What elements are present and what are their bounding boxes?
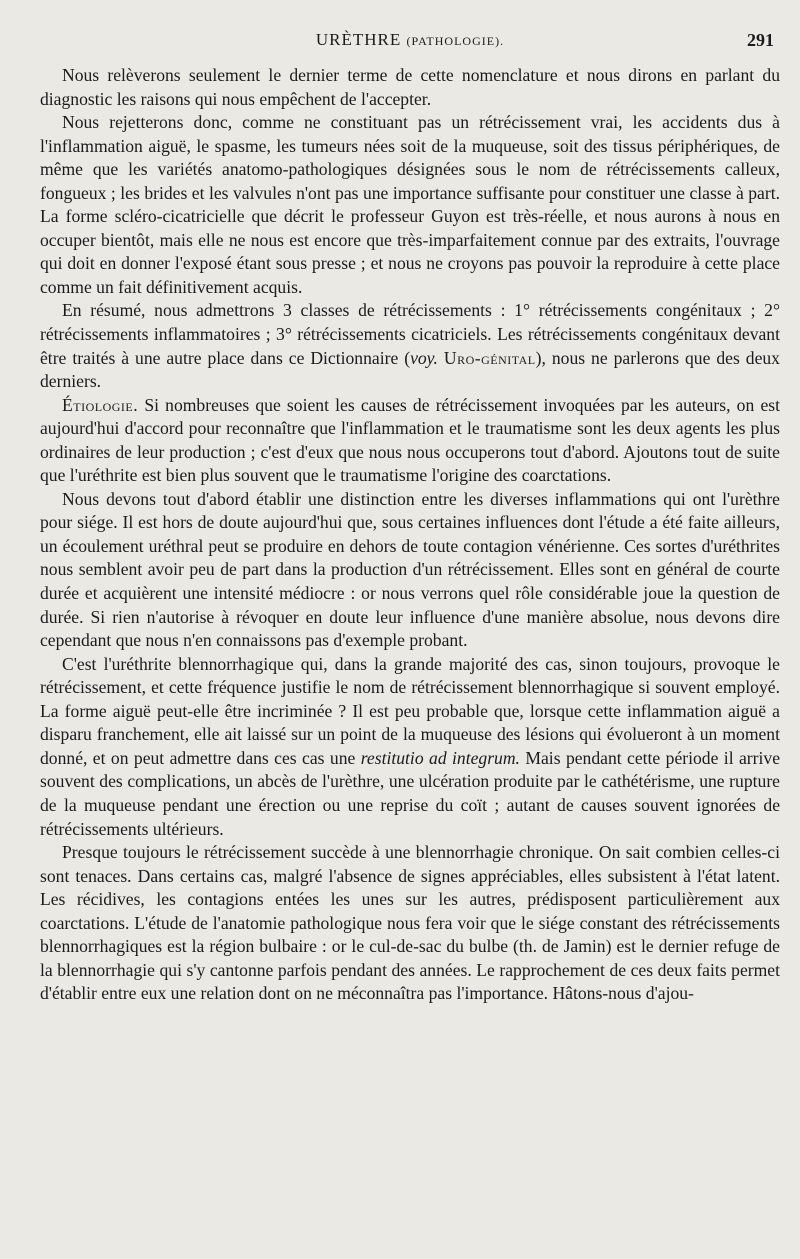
paragraph: Presque toujours le rétrécissement succède à une blennorrhagie chronique. On sait combien celles-ci sont tenaces. Dans certains cas, malgré l'absence de signes appréciables, elles subsistent à l'état latent. Les récidives, les contagions entées les unes sur les autres, prédisposent particulièrement aux coarctations. L'étude de l'anatomie pathologique nous fera voir que le siége constant des rétrécissements blennorrhagiques est la région bulbaire : or le cul-de-sac du bulbe (th. de Jamin) est le dernier refuge de la blennorrhagie qui s'y cantonne parfois pendant des années. Le rapprochement de ces deux faits permet d'établir entre eux une relation dont on ne méconnaîtra pas l'importance. Hâtons-nous d'ajou- (40, 842, 780, 1004)
voy-abbrev: voy. (410, 347, 438, 368)
paragraph: Étiologie. Si nombreuses que soient les causes de rétrécissement invoquées par les auteurs, on est aujourd'hui d'accord pour reconnaître que l'inflammation et le traumatisme sont les deux agents les plus ordinaires de leur production ; c'est d'eux que nous nous occuperons tout d'abord. Ajoutons tout de suite que l'uréthrite est bien plus souvent que le traumatisme l'origine des coarctations. (40, 394, 780, 486)
paragraph: En résumé, nous admettrons 3 classes de rétrécissements : 1° rétrécissements congénitaux ; 2° rétrécissements inflammatoires ; 3° rétrécissements cicatriciels. Les rétrécissements congénitaux devant être traités à une autre place dans ce Dictionnaire (voy. Uro-génital), nous ne parlerons que des deux derniers. (40, 300, 780, 392)
paragraph: Nous relèverons seulement le dernier terme de cette nomenclature et nous dirons en parlant du diagnostic les raisons qui nous empêchent de l'accepter. (40, 65, 780, 109)
header-subtitle: (PATHOLOGIE). (406, 34, 505, 48)
body-text (40, 64, 780, 1006)
cross-reference: Uro-génital (443, 347, 536, 368)
paragraph: C'est l'uréthrite blennorrhagique qui, dans la grande majorité des cas, sinon toujours, provoque le rétrécissement, et cette fréquence justifie le nom de rétrécissement blennorrhagique si souvent employé. La forme aiguë peut-elle être incriminée ? Il est peu probable que, lorsque cette inflammation aiguë a disparu franchement, elle ait laissé sur un point de la muqueuse des lésions qui évolueront à un moment donné, et on peut admettre dans ces cas une restitutio ad integrum. Mais pendant cette période il arrive souvent des complications, un abcès de l'urèthre, une ulcération produite par le cathétérisme, une rupture de la muqueuse pendant une érection ou une reprise du coït ; autant de causes souvent ignorées de rétrécissements ultérieurs. (40, 653, 781, 839)
paragraph: Nous devons tout d'abord établir une distinction entre les diverses inflammations qui ont l'urèthre pour siége. Il est hors de doute aujourd'hui que, sous certaines influences dont l'étude a été faite ailleurs, un écoulement uréthral peut se produire en dehors de toute contagion vénérienne. Ces sortes d'uréthrites nous semblent avoir peu de part dans la production d'un rétrécissement. Elles sont en général de courte durée et acquièrent une intensité médiocre : or nous verrons quel rôle considérable joue la question de durée. Si rien n'autorise à révoquer en doute leur influence d'une manière absolue, nous devons dire cependant que nous n'en connaissons pas d'exemple probant. (40, 488, 780, 651)
section-label: Étiologie. (62, 394, 139, 415)
latin-phrase: restitutio ad integrum. (360, 747, 520, 768)
running-header (40, 30, 780, 56)
header-title: URÈTHRE (315, 30, 402, 49)
paragraph: Nous rejetterons donc, comme ne constituant pas un rétrécissement vrai, les accidents dus à l'inflammation aiguë, le spasme, les tumeurs nées soit de la muqueuse, soit des tissus périphériques, de même que les variétés anatomo-pathologiques désignées sous le nom de rétrécissements calleux, fongueux ; les brides et les valvules n'ont pas une importance suffisante pour constituer une classe à part. La forme scléro-cicatricielle que décrit le professeur Guyon est très-réelle, et nous aurons à nous en occuper bientôt, mais elle ne nous est encore que très-imparfaitement connue par des extraits, l'ouvrage qui doit en donner l'exposé étant sous presse ; et nous ne croyons pas pouvoir la reproduire à cette place comme un fait définitivement acquis. (40, 112, 780, 297)
page-number: 291 (747, 30, 774, 50)
